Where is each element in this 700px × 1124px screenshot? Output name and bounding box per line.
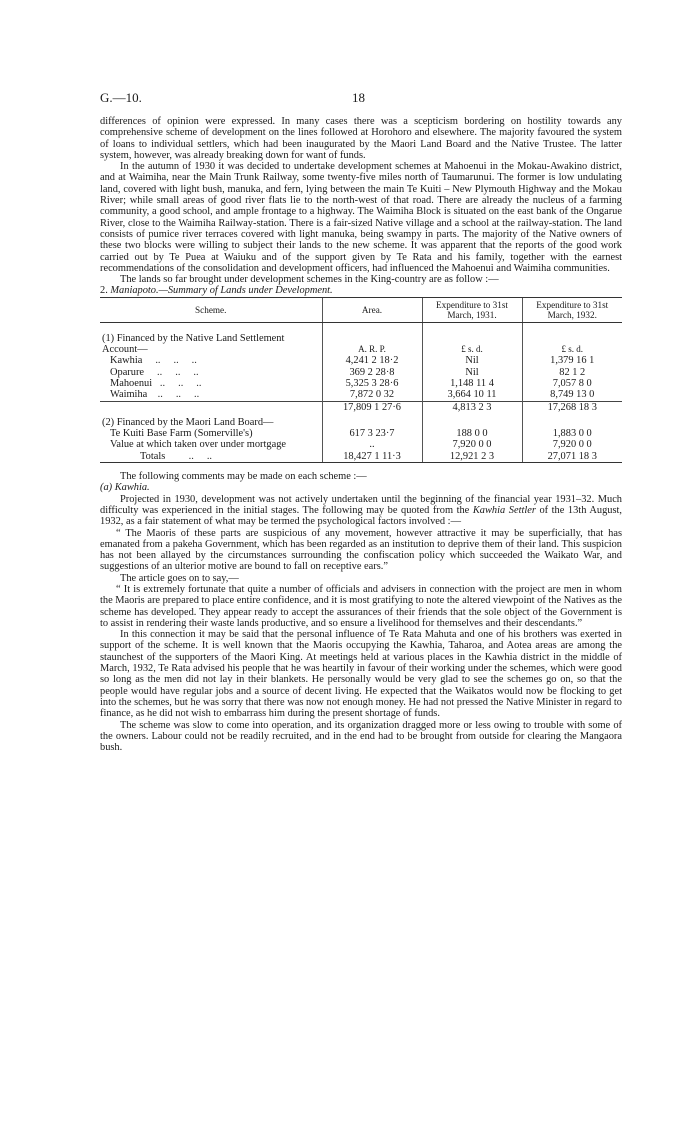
quotation-2: “ It is extremely fortunate that quite a number of officials and advisers in connection with the project are men in whom the Maoris are prepared to place entire confidence, and it is most gratifying to note the altered viewpoint of the Natives as the scheme has developed. They appear ready to accept the assurances of their friends that the sole object of the Government is to assist in rendering their waste lands productive, and so ensure a livelihood for themselves and their descendants.” bbox=[100, 583, 622, 629]
table-row: Oparure .. .. .. 369 2 28·8 Nil 82 1 2 bbox=[100, 367, 622, 378]
scheme-name: Kawhia bbox=[110, 355, 143, 367]
col-header-area: Area. bbox=[322, 297, 422, 322]
expenditure-1932-value: 82 1 2 bbox=[522, 367, 622, 378]
paragraph-8: The scheme was slow to come into operation, and its organization dragged more or less owing to trouble with some of the owners. Labour could not be readily recruited, and in the end had to be brought from outside for clearing the Mangaora bush. bbox=[100, 719, 622, 754]
money-unit-label-1932: £ s. d. bbox=[522, 333, 622, 356]
paragraph-6: The article goes on to say,— bbox=[120, 572, 239, 584]
col-header-exp-1932: Expenditure to 31st March, 1932. bbox=[522, 297, 622, 322]
totals-area: 18,427 1 11·3 bbox=[322, 451, 422, 463]
page-header-reference: G.—10. bbox=[100, 90, 142, 105]
totals-exp-1932: 27,071 18 3 bbox=[522, 451, 622, 463]
totals-row: Totals .. .. 18,427 1 11·3 12,921 2 3 27,071 18 3 bbox=[100, 451, 622, 463]
table-caption bbox=[100, 285, 622, 296]
table-caption-number: 2. bbox=[100, 285, 108, 297]
area-value: 4,241 2 18·2 bbox=[322, 355, 422, 366]
area-value: .. bbox=[322, 439, 422, 450]
subtotal-row bbox=[100, 401, 622, 413]
lands-summary-table bbox=[100, 297, 622, 463]
col-header-exp-1931: Expenditure to 31st March, 1931. bbox=[422, 297, 522, 322]
section-heading-kawhia: (a) Kawhia. bbox=[100, 482, 150, 494]
paragraph-3: The lands so far brought under development schemes in the King-country are as follow :— bbox=[120, 274, 499, 286]
expenditure-1932-value: 7,920 0 0 bbox=[522, 439, 622, 450]
expenditure-1932-value: 7,057 8 0 bbox=[522, 378, 622, 389]
expenditure-1931-value: Nil bbox=[422, 367, 522, 378]
table-row: Waimiha .. .. .. 7,872 0 32 3,664 10 11 8,749 13 0 bbox=[100, 389, 622, 401]
expenditure-1931-value: 1,148 11 4 bbox=[422, 378, 522, 389]
group-1-title-row bbox=[100, 333, 622, 356]
page-number: 18 bbox=[352, 90, 365, 105]
paragraph-2: In the autumn of 1930 it was decided to undertake development schemes at Mahoenui in the Mokau-Awakino district, and at Waimiha, near the Main Trunk Railway, some twenty-five miles north of Taumarunui. The former is low undulating land, covered with light bush, manuka, and fern, lying between the main Te Kuiti – New Plymouth Highway and the Mokau River; while small areas of good river flats lie to the north-west of that road. There are already the nucleus of a farming community, a good school, and ample frontage to a highway. The Waimiha Block is situated on the east bank of the Ongarue River, close to the Waimiha Railway-station. There is a fair-sized Native village and a school at the railway-station. The land consists of pumice river terraces covered with light manuka, being swampy in parts. The majority of the Native owners of these two blocks were willing to subject their lands to the new scheme. It was apparent that the reports of the good work carried out by Te Puea at Waiuku and of the support given by Te Rata and his family, together with the earnest recommendations of the consolidation and development officers, had influenced the Mahoenui and Waimiha communities. bbox=[100, 161, 622, 274]
publication-title: Kawhia Settler bbox=[472, 504, 536, 516]
area-value: 369 2 28·8 bbox=[322, 367, 422, 378]
money-unit-label-1931: £ s. d. bbox=[422, 333, 522, 356]
expenditure-1932-value: 1,883 0 0 bbox=[522, 428, 622, 439]
totals-exp-1931: 12,921 2 3 bbox=[422, 451, 522, 463]
area-value: 5,325 3 28·6 bbox=[322, 378, 422, 389]
group-2-title-row bbox=[100, 417, 622, 428]
subtotal-exp-1932: 17,268 18 3 bbox=[522, 401, 622, 413]
col-header-scheme: Scheme. bbox=[100, 297, 322, 322]
scheme-name: Value at which taken over under mortgage bbox=[110, 439, 286, 451]
table-row bbox=[100, 439, 622, 450]
paragraph-4: The following comments may be made on each scheme :— bbox=[120, 471, 367, 483]
quotation-1: “ The Maoris of these parts are suspicious of any movement, however attractive it may be superficially, that has emanated from a pakeha Government, which has been regarded as an institution to deprive them of their land. This suspicion has not been allayed by the circumstances surrounding the confiscation policy which succeeded the Waikato War, and suggestions of an ulterior motive are bound to fall on receptive ears.” bbox=[100, 527, 622, 573]
expenditure-1932-value: 8,749 13 0 bbox=[522, 389, 622, 401]
expenditure-1931-value: Nil bbox=[422, 355, 522, 366]
group-2-title: (2) Financed by the Maori Land Board— bbox=[102, 416, 274, 428]
area-value: 617 3 23·7 bbox=[322, 428, 422, 439]
area-value: 7,872 0 32 bbox=[322, 389, 422, 401]
table-caption-text: Maniapoto.—Summary of Lands under Development. bbox=[110, 285, 333, 297]
scheme-name: Te Kuiti Base Farm (Somerville's) bbox=[110, 428, 253, 440]
table-row bbox=[100, 428, 622, 439]
totals-label: Totals bbox=[140, 450, 166, 462]
expenditure-1931-value: 7,920 0 0 bbox=[422, 439, 522, 450]
table-row: Kawhia .. .. .. 4,241 2 18·2 Nil 1,379 16 1 bbox=[100, 355, 622, 366]
expenditure-1931-value: 3,664 10 11 bbox=[422, 389, 522, 401]
scheme-name: Mahoenui bbox=[110, 377, 153, 389]
paragraph-7: In this connection it may be said that the personal influence of Te Rata Mahuta and one of his brothers was exerted in support of the scheme. It is well known that the Maoris occupying the Kawhia, Taharoa, and Aotea areas are among the staunchest of the supporters of the Maori King. At meetings held at various places in the Kawhia district in the middle of March, 1932, Te Rata advised his people that he was heartily in favour of their working under the schemes, which were good so long as the men did not lay in their blankets. He personally would be very glad to see the schemes go on, so that the people would have regular jobs and a source of decent living. He expected that the Waikatos would now be flocking to get into the schemes, but he was sorry that there was now not enough money. He had not pressed the Native Minister in regard to finance, as he did not wish to embarrass him during the present shortage of funds. bbox=[100, 629, 622, 720]
area-unit-label: A. R. P. bbox=[322, 333, 422, 356]
table-header-row bbox=[100, 297, 622, 322]
body-text bbox=[100, 116, 622, 753]
subtotal-area: 17,809 1 27·6 bbox=[322, 401, 422, 413]
expenditure-1931-value: 188 0 0 bbox=[422, 428, 522, 439]
table-row: Mahoenui .. .. .. 5,325 3 28·6 1,148 11 4 7,057 8 0 bbox=[100, 378, 622, 389]
scheme-name: Waimiha bbox=[110, 389, 148, 401]
subtotal-exp-1931: 4,813 2 3 bbox=[422, 401, 522, 413]
scheme-name: Oparure bbox=[110, 366, 145, 378]
group-1-title: (1) Financed by the Native Land Settlement Account— bbox=[102, 332, 285, 356]
expenditure-1932-value: 1,379 16 1 bbox=[522, 355, 622, 366]
paragraph-5: Projected in 1930, development was not actively undertaken until the beginning of the financial year 1931–32. Much difficulty was experienced in the initial stages. The following may be quoted from the Kawhia Settler of the 13th August, 1932, as a fair statement of what may be termed the psychological factors involved :— bbox=[100, 493, 622, 528]
paragraph-1: differences of opinion were expressed. In many cases there was a scepticism bordering on hostility towards any comprehensive scheme of development on the lines followed at Horohoro and elsewhere. The majority favoured the system of loans to individual settlers, which had been inaugurated by the Maori Land Board and the Native Trustee. The latter system, however, was already breaking down for want of funds. bbox=[100, 116, 622, 161]
